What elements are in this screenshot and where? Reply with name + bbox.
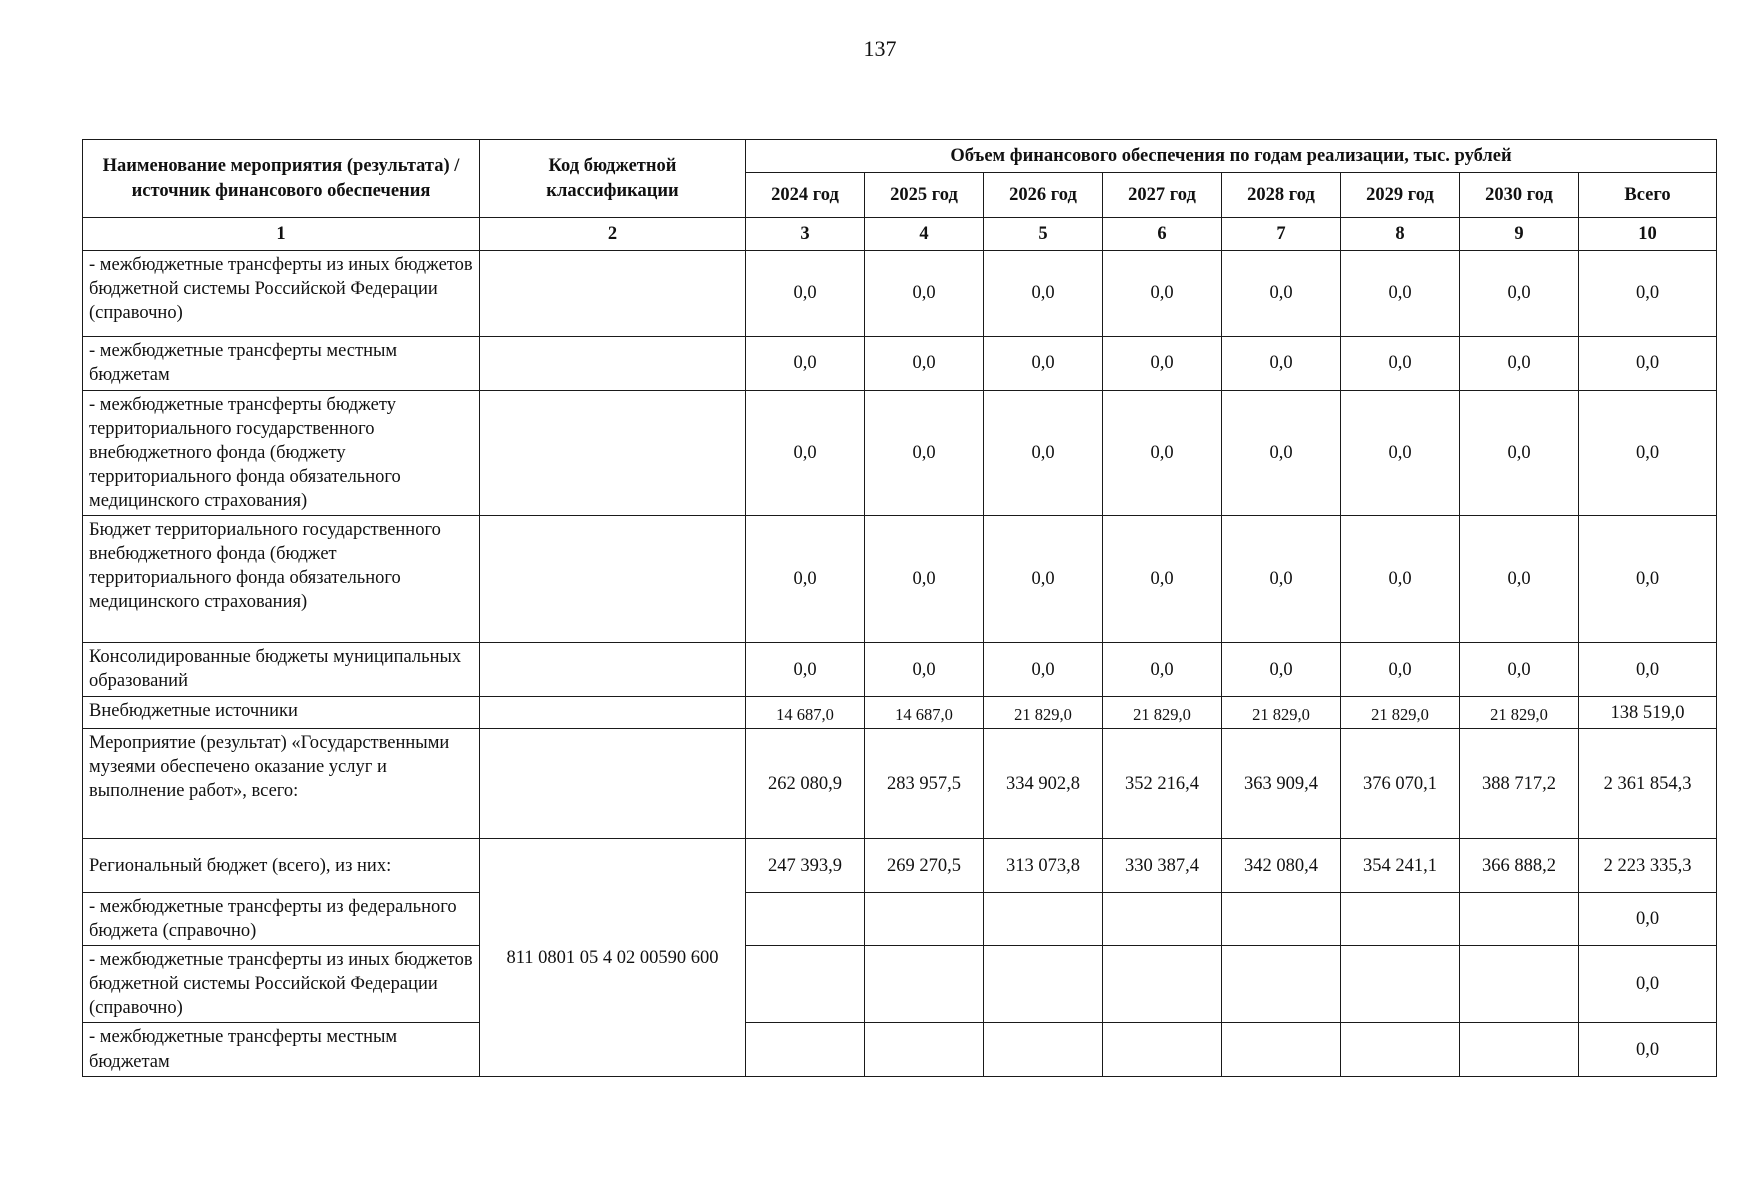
value-cell: 0,0: [746, 391, 865, 516]
value-cell: [746, 946, 865, 1023]
value-cell: 269 270,5: [865, 839, 984, 893]
value-cell: 0,0: [984, 337, 1103, 391]
header-code: Код бюджетной классификации: [480, 140, 746, 218]
value-cell: 313 073,8: [984, 839, 1103, 893]
value-cell: 352 216,4: [1103, 729, 1222, 839]
header-year: 2029 год: [1341, 173, 1460, 218]
value-cell: 0,0: [1460, 391, 1579, 516]
total-cell: 0,0: [1579, 1023, 1717, 1077]
value-cell: [865, 1023, 984, 1077]
value-cell: 0,0: [1103, 643, 1222, 697]
value-cell: 0,0: [746, 337, 865, 391]
value-cell: 0,0: [746, 251, 865, 337]
value-cell: 0,0: [1341, 391, 1460, 516]
row-code: [480, 516, 746, 643]
header-name: Наименование мероприятия (результата) / источник финансового обеспечения: [83, 140, 480, 218]
header-year: 2030 год: [1460, 173, 1579, 218]
table-row: [83, 839, 1717, 893]
value-cell: [1460, 893, 1579, 946]
table-row: [83, 337, 1717, 391]
value-cell: [1460, 1023, 1579, 1077]
row-code: [480, 391, 746, 516]
value-cell: 0,0: [865, 391, 984, 516]
column-number: 5: [984, 218, 1103, 251]
value-cell: 0,0: [984, 643, 1103, 697]
header-year: 2025 год: [865, 173, 984, 218]
table-row: [83, 1023, 1717, 1077]
value-cell: 366 888,2: [1460, 839, 1579, 893]
table-row: [83, 643, 1717, 697]
row-name: Консолидированные бюджеты муниципальных образований: [83, 643, 480, 697]
value-cell: 0,0: [984, 251, 1103, 337]
value-cell: 0,0: [1103, 391, 1222, 516]
value-cell: 0,0: [1103, 516, 1222, 643]
value-cell: 388 717,2: [1460, 729, 1579, 839]
value-cell: 262 080,9: [746, 729, 865, 839]
value-cell: 21 829,0: [1222, 697, 1341, 729]
value-cell: [1103, 893, 1222, 946]
value-cell: [1341, 946, 1460, 1023]
value-cell: [865, 893, 984, 946]
row-name: - межбюджетные трансферты из федерального бюджета (справочно): [83, 893, 480, 946]
value-cell: 21 829,0: [984, 697, 1103, 729]
column-number: 2: [480, 218, 746, 251]
budget-code: 811 0801 05 4 02 00590 600: [480, 839, 746, 1077]
column-number: 6: [1103, 218, 1222, 251]
header-total: Всего: [1579, 173, 1717, 218]
value-cell: 376 070,1: [1341, 729, 1460, 839]
value-cell: 21 829,0: [1460, 697, 1579, 729]
value-cell: 0,0: [865, 516, 984, 643]
value-cell: 330 387,4: [1103, 839, 1222, 893]
value-cell: 0,0: [746, 516, 865, 643]
value-cell: 0,0: [1341, 251, 1460, 337]
value-cell: 0,0: [746, 643, 865, 697]
value-cell: 342 080,4: [1222, 839, 1341, 893]
value-cell: 0,0: [1222, 391, 1341, 516]
total-cell: 0,0: [1579, 251, 1717, 337]
value-cell: [1341, 1023, 1460, 1077]
value-cell: [1222, 893, 1341, 946]
value-cell: 0,0: [984, 516, 1103, 643]
value-cell: 0,0: [1103, 337, 1222, 391]
value-cell: 0,0: [1341, 337, 1460, 391]
total-cell: 0,0: [1579, 516, 1717, 643]
table-row: [83, 391, 1717, 516]
total-cell: 2 361 854,3: [1579, 729, 1717, 839]
value-cell: [984, 893, 1103, 946]
page-number: 137: [863, 36, 897, 61]
total-cell: 0,0: [1579, 337, 1717, 391]
column-number: 10: [1579, 218, 1717, 251]
header-year: 2028 год: [1222, 173, 1341, 218]
total-cell: 0,0: [1579, 893, 1717, 946]
value-cell: 0,0: [1341, 643, 1460, 697]
value-cell: 0,0: [1222, 643, 1341, 697]
value-cell: 0,0: [1222, 251, 1341, 337]
row-name: Региональный бюджет (всего), из них:: [83, 839, 480, 893]
value-cell: 283 957,5: [865, 729, 984, 839]
table-row: [83, 697, 1717, 729]
row-name: Внебюджетные источники: [83, 697, 480, 729]
value-cell: 0,0: [1460, 516, 1579, 643]
value-cell: [1341, 893, 1460, 946]
header-year: 2026 год: [984, 173, 1103, 218]
header-year: 2024 год: [746, 173, 865, 218]
value-cell: 21 829,0: [1103, 697, 1222, 729]
row-name: - межбюджетные трансферты из иных бюджетов бюджетной системы Российской Федерации (справочно): [83, 251, 480, 337]
row-name: - межбюджетные трансферты из иных бюджетов бюджетной системы Российской Федерации (справочно): [83, 946, 480, 1023]
header-volume: Объем финансового обеспечения по годам реализации, тыс. рублей: [746, 140, 1717, 173]
value-cell: [984, 1023, 1103, 1077]
row-name: - межбюджетные трансферты местным бюджетам: [83, 337, 480, 391]
value-cell: 0,0: [984, 391, 1103, 516]
value-cell: 247 393,9: [746, 839, 865, 893]
column-number: 7: [1222, 218, 1341, 251]
value-cell: 0,0: [1460, 337, 1579, 391]
row-name: - межбюджетные трансферты бюджету территориального государственного внебюджетного фонда (бюджету территориального фонда обязательного медицинского страхования): [83, 391, 480, 516]
row-name: - межбюджетные трансферты местным бюджетам: [83, 1023, 480, 1077]
value-cell: 0,0: [1222, 516, 1341, 643]
table-row: [83, 893, 1717, 946]
row-name: Бюджет территориального государственного внебюджетного фонда (бюджет территориального фонда обязательного медицинского страхования): [83, 516, 480, 643]
value-cell: 14 687,0: [746, 697, 865, 729]
value-cell: 0,0: [865, 643, 984, 697]
row-code: [480, 697, 746, 729]
value-cell: [1460, 946, 1579, 1023]
value-cell: 334 902,8: [984, 729, 1103, 839]
value-cell: [746, 1023, 865, 1077]
value-cell: 363 909,4: [1222, 729, 1341, 839]
table-row: [83, 729, 1717, 839]
value-cell: 0,0: [1222, 337, 1341, 391]
total-cell: 0,0: [1579, 391, 1717, 516]
value-cell: [984, 946, 1103, 1023]
value-cell: 0,0: [865, 251, 984, 337]
value-cell: 354 241,1: [1341, 839, 1460, 893]
column-number: 4: [865, 218, 984, 251]
total-cell: 0,0: [1579, 946, 1717, 1023]
column-number: 9: [1460, 218, 1579, 251]
value-cell: 0,0: [1460, 643, 1579, 697]
total-cell: 138 519,0: [1579, 697, 1717, 729]
value-cell: [1222, 1023, 1341, 1077]
column-number: 8: [1341, 218, 1460, 251]
value-cell: 0,0: [1103, 251, 1222, 337]
row-code: [480, 251, 746, 337]
value-cell: [1222, 946, 1341, 1023]
total-cell: 0,0: [1579, 643, 1717, 697]
value-cell: [865, 946, 984, 1023]
value-cell: 21 829,0: [1341, 697, 1460, 729]
value-cell: [746, 893, 865, 946]
value-cell: 14 687,0: [865, 697, 984, 729]
header-year: 2027 год: [1103, 173, 1222, 218]
row-name: Мероприятие (результат) «Государственными музеями обеспечено оказание услуг и выполнение работ», всего:: [83, 729, 480, 839]
column-number: 1: [83, 218, 480, 251]
column-number: 3: [746, 218, 865, 251]
value-cell: 0,0: [865, 337, 984, 391]
value-cell: [1103, 1023, 1222, 1077]
value-cell: 0,0: [1460, 251, 1579, 337]
table-row: [83, 946, 1717, 1023]
table-row: [83, 251, 1717, 337]
value-cell: 0,0: [1341, 516, 1460, 643]
row-code: [480, 729, 746, 839]
value-cell: [1103, 946, 1222, 1023]
table-row: [83, 516, 1717, 643]
total-cell: 2 223 335,3: [1579, 839, 1717, 893]
row-code: [480, 643, 746, 697]
row-code: [480, 337, 746, 391]
financing-table: [82, 139, 1717, 1077]
